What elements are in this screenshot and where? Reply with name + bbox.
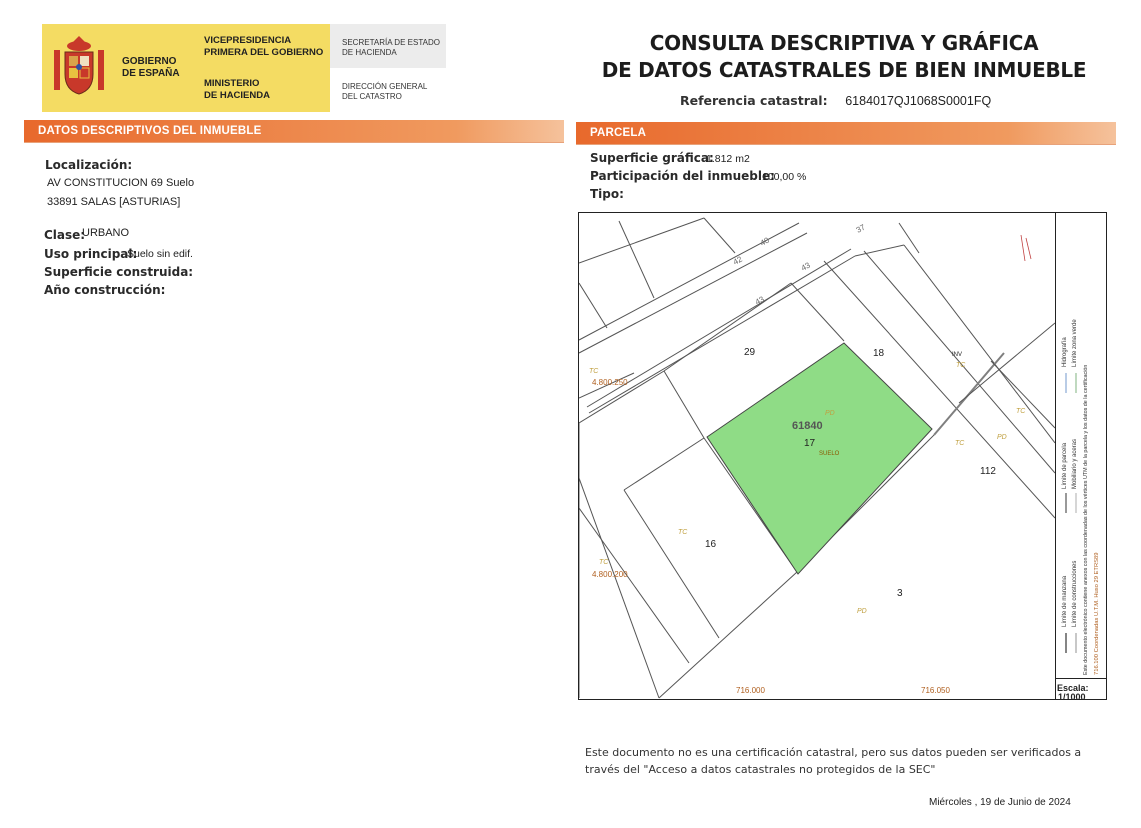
parcel-polygon [707,343,932,574]
block-line [579,283,607,328]
map-drawing [579,213,1055,699]
block-line [619,221,654,298]
vice-line1: VICEPRESIDENCIA [204,35,292,46]
street-number-40: 40 [758,235,771,248]
pd-label: PD [825,410,835,417]
left-header-rule [24,142,564,143]
direccion-text [342,82,427,102]
tc-label: TC [955,440,965,447]
block-line [579,438,704,458]
uso-label: Uso principal: [44,247,138,261]
legend-construcciones: Límite de construcciones [1072,560,1078,627]
logo-yellow-panel [42,24,330,112]
block-line [704,218,735,253]
localizacion-line1: AV CONSTITUCION 69 Suelo [47,177,195,189]
block-line [579,508,689,663]
tc-label: TC [678,529,688,536]
ministerio-text [204,78,270,102]
parcel-number-17: 17 [804,438,816,449]
title-line2: DE DATOS CATASTRALES DE BIEN INMUEBLE [601,58,1087,82]
scale-label: Escala: [1057,683,1089,693]
legend-anexos-note: Este documento electrónico contiene anexos con las coordenadas de los vértices UTM de la parcela y los datos de la certificación [1083,364,1089,675]
direccion-panel [330,68,446,112]
block-line [664,283,791,371]
block-line [579,478,659,698]
document-title [586,30,1102,84]
referencia-value: 6184017QJ1068S0001FQ [845,94,992,108]
vicepresidencia-text [204,35,323,59]
vice-line2: PRIMERA DEL GOBIERNO [204,47,324,58]
block-line [855,245,904,256]
pd-label: PD [857,608,867,615]
utm-y-label: 4.800.200 [592,570,628,579]
scale-box [1055,678,1106,700]
tipo-label: Tipo: [590,187,624,201]
tc-label: TC [956,362,966,369]
block-line [899,223,919,253]
uso-value: Suelo sin edif. [127,248,193,260]
suelo-label: SUELO [819,451,840,457]
superficie-construida-label: Superficie construida: [44,265,194,279]
legend-utm-note: 716.100 Coordenadas U.T.M. Huso 29 ETRS89 [1094,552,1100,675]
document-date: Miércoles , 19 de Junio de 2024 [929,797,1071,808]
legend-hidrografia: Hidrografía [1062,337,1068,367]
referencia-catastral [680,93,991,108]
street-number-43a: 43 [799,260,812,273]
government-logo-block [42,24,446,112]
localizacion-label: Localización: [45,158,133,172]
pd-label: PD [997,434,1007,441]
legend-mobiliario: Mobiliario y aceras [1072,438,1078,489]
scale-value: 1/1000 [1058,692,1086,702]
gobierno-line1: GOBIERNO [122,56,177,67]
block-line [664,371,704,438]
sec-line2: DE HACIENDA [342,48,397,57]
street-number-37: 37 [854,222,867,235]
utm-x-label: 716.000 [736,686,765,695]
utm-y-label: 4.800.250 [592,378,628,387]
legend-parcela: Límite de parcela [1062,442,1068,489]
anio-construccion-label: Año construcción: [44,283,166,297]
gobierno-espana-text [122,56,180,80]
map-legend [1055,213,1106,678]
street-number-42: 42 [731,254,744,267]
legend-manzana: Límite de manzana [1062,575,1068,627]
dir-line2: DEL CATASTRO [342,92,402,101]
inv-label: INV [952,352,963,358]
parcel-number-112: 112 [980,466,996,477]
min-line1: MINISTERIO [204,78,260,89]
footer-line2: través del "Acceso a datos catastrales no protegidos de la SEC" [585,763,936,776]
superficie-grafica-label: Superficie gráfica: [590,151,714,165]
parcel-id: 61840 [792,420,823,432]
clase-value: URBANO [82,227,130,239]
block-line [959,323,1055,403]
block-line [791,283,844,341]
dir-line1: DIRECCIÓN GENERAL [342,82,428,91]
secretaria-panel [330,24,446,68]
coat-of-arms-icon [52,34,106,102]
parcel-number-16: 16 [705,539,717,550]
gobierno-line2: DE ESPAÑA [122,68,180,79]
referencia-label: Referencia catastral: [680,93,828,108]
cadastral-map [578,212,1107,700]
parcel-number-29: 29 [744,347,756,358]
sec-line1: SECRETARÍA DE ESTADO [342,38,440,47]
hidrografia-mark [1021,235,1025,261]
localizacion-line2: 33891 SALAS [ASTURIAS] [47,196,181,208]
block-line [659,572,797,698]
tc-label: TC [1016,408,1026,415]
block-line [579,218,704,263]
block-line [991,361,1055,428]
parcela-header: PARCELA [576,122,1116,144]
title-line1: CONSULTA DESCRIPTIVA Y GRÁFICA [649,31,1039,55]
block-line [624,438,704,490]
block-line [624,490,719,638]
tc-label: TC [589,368,599,375]
footer-note [585,744,1085,778]
tc-label: TC [599,559,609,566]
datos-descriptivos-header: DATOS DESCRIPTIVOS DEL INMUEBLE [24,120,564,142]
superficie-grafica-value: 1.812 m2 [706,153,750,165]
block-line [904,245,1055,443]
hidrografia-mark [1026,238,1031,259]
participacion-label: Participación del inmueble: [590,169,775,183]
min-line2: DE HACIENDA [204,90,270,101]
parcel-number-18: 18 [873,348,885,359]
secretaria-text [342,38,440,58]
street-number-43b: 43 [753,294,766,307]
right-header-rule [576,144,1116,145]
utm-x-label: 716.050 [921,686,950,695]
parcel-number-3: 3 [897,588,903,599]
footer-line1: Este documento no es una certificación catastral, pero sus datos pueden ser verificados a [585,746,1082,759]
clase-label: Clase: [44,228,86,242]
participacion-value: 100,00 % [762,171,807,183]
legend-zona-verde: Límite zona verde [1072,319,1078,367]
